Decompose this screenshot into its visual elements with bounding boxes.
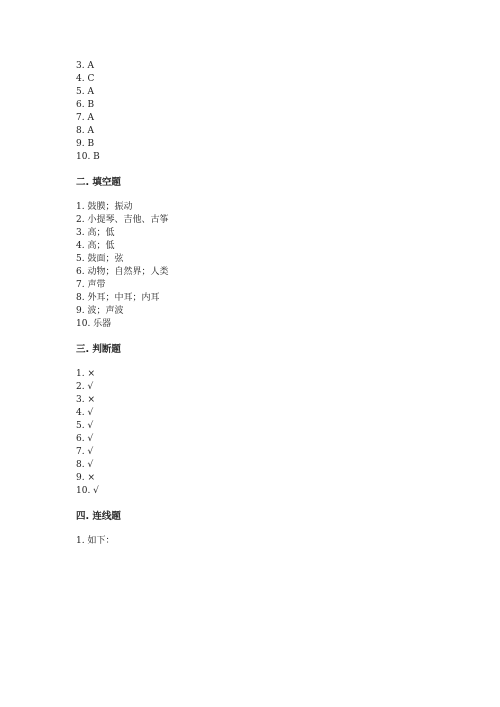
answer-line: 3. 高；低 bbox=[76, 228, 115, 238]
section-title: 四. 连线题 bbox=[76, 511, 121, 522]
answer-line: 8. A bbox=[76, 126, 94, 136]
section-choice-answers bbox=[76, 60, 436, 164]
answer-line: 1. 如下： bbox=[76, 536, 115, 546]
section-title: 二. 填空题 bbox=[76, 177, 121, 188]
answer-line: 7. A bbox=[76, 113, 94, 123]
answer-line: 2. √ bbox=[76, 382, 94, 392]
answer-line: 6. 动物；自然界；人类 bbox=[76, 267, 169, 277]
answer-line: 1. × bbox=[76, 369, 95, 379]
answer-line: 10. √ bbox=[76, 486, 99, 496]
answer-line: 8. √ bbox=[76, 460, 94, 470]
answer-line: 4. 高；低 bbox=[76, 241, 115, 251]
answer-line: 5. 鼓面；弦 bbox=[76, 254, 124, 264]
answer-line: 10. B bbox=[76, 152, 100, 162]
answer-line: 9. B bbox=[76, 139, 95, 149]
answer-line: 5. A bbox=[76, 87, 94, 97]
answer-line: 6. B bbox=[76, 100, 95, 110]
answer-line: 7. √ bbox=[76, 447, 94, 457]
answer-line: 9. 波；声波 bbox=[76, 306, 124, 316]
answer-line: 1. 鼓膜；振动 bbox=[76, 202, 133, 212]
answer-page bbox=[76, 60, 436, 548]
answer-line: 5. √ bbox=[76, 421, 94, 431]
section-fill-blank bbox=[76, 176, 436, 331]
answer-line: 8. 外耳；中耳；内耳 bbox=[76, 293, 160, 303]
answer-line: 4. √ bbox=[76, 408, 94, 418]
answer-line: 9. × bbox=[76, 473, 95, 483]
answer-line: 2. 小提琴、吉他、古筝 bbox=[76, 215, 169, 225]
answer-line: 6. √ bbox=[76, 434, 94, 444]
section-matching bbox=[76, 510, 436, 548]
section-true-false bbox=[76, 343, 436, 498]
answer-line: 7. 声带 bbox=[76, 280, 106, 290]
section-title: 三. 判断题 bbox=[76, 344, 121, 355]
answer-line: 3. A bbox=[76, 61, 94, 71]
answer-line: 4. C bbox=[76, 74, 95, 84]
answer-line: 10. 乐器 bbox=[76, 319, 112, 329]
answer-line: 3. × bbox=[76, 395, 95, 405]
